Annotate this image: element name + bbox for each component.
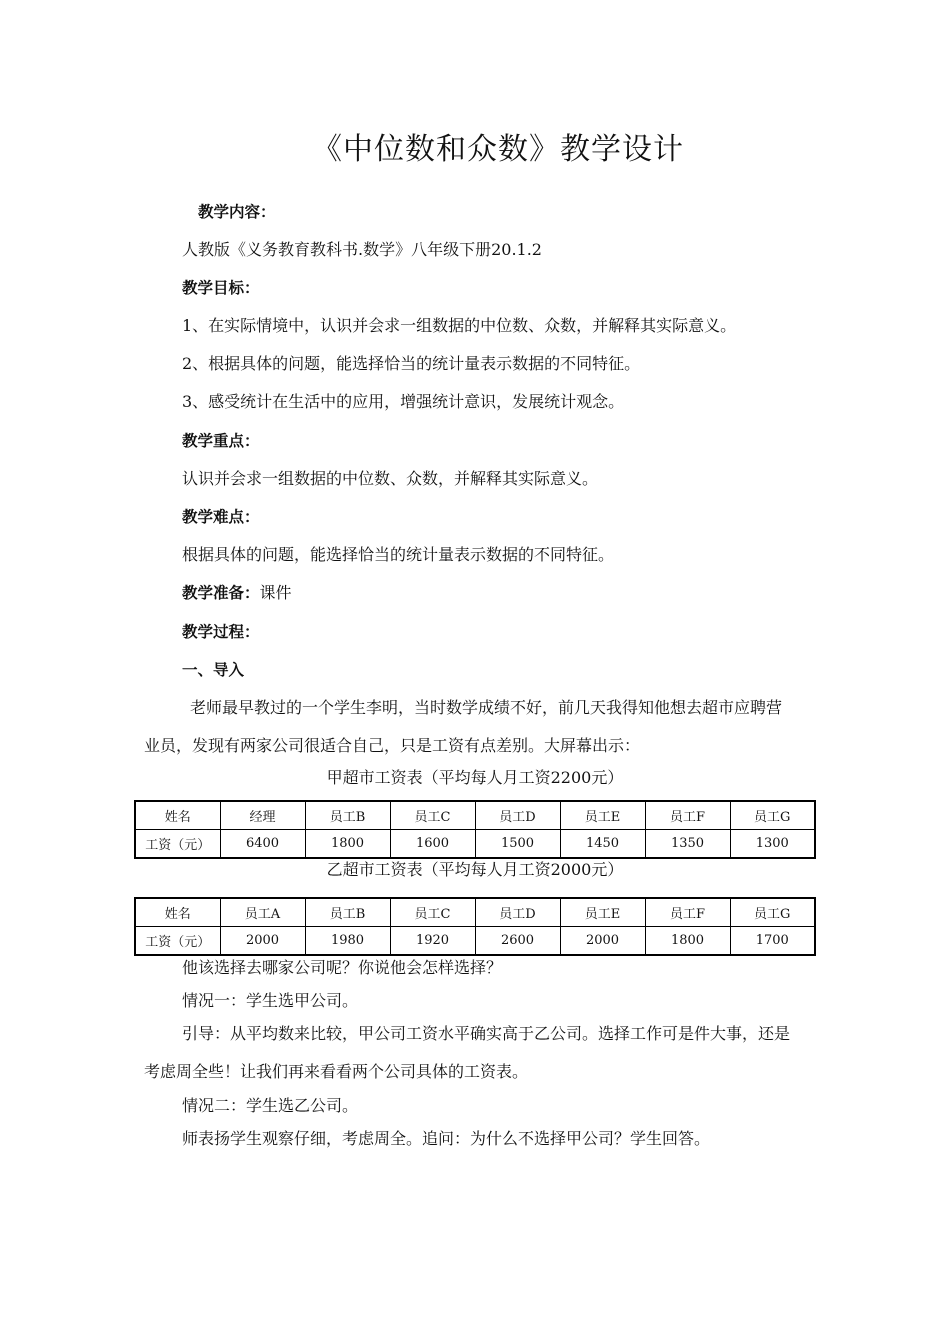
table-cell: 1800 [645, 927, 730, 956]
table-cell: 1700 [730, 927, 815, 956]
table-cell: 姓名 [135, 801, 220, 830]
table-cell: 员工E [560, 801, 645, 830]
table-b-caption: 乙超市工资表（平均每人月工资2000元） [326, 860, 624, 879]
table-cell: 2000 [220, 927, 305, 956]
table-cell: 经理 [220, 801, 305, 830]
table-header-row [135, 898, 815, 927]
salary-table-b [134, 897, 816, 956]
guide-line: 引导：从平均数来比较，甲公司工资水平确实高于乙公司。选择工作可是件大事，还是 [182, 1024, 791, 1043]
intro-label: 一、导入 [182, 661, 245, 679]
page-title: 《中位数和众数》教学设计 [312, 132, 684, 167]
table-cell: 员工G [730, 801, 815, 830]
table-cell: 2000 [560, 927, 645, 956]
goals-label: 教学目标： [182, 279, 260, 297]
table-cell: 1800 [305, 830, 390, 859]
table-cell: 员工B [305, 801, 390, 830]
difficulty-text: 根据具体的问题，能选择恰当的统计量表示数据的不同特征。 [182, 545, 615, 564]
intro-paragraph-line: 老师最早教过的一个学生李明，当时数学成绩不好，前几天我得知他想去超市应聘营 [190, 698, 783, 717]
table-cell: 1300 [730, 830, 815, 859]
table-cell: 员工B [305, 898, 390, 927]
table-cell: 2600 [475, 927, 560, 956]
case-one: 情况一：学生选甲公司。 [182, 991, 359, 1010]
table-cell: 工资（元） [135, 830, 220, 859]
table-cell: 姓名 [135, 898, 220, 927]
table-cell: 1350 [645, 830, 730, 859]
process-label: 教学过程： [182, 623, 260, 641]
intro-paragraph-line: 业员，发现有两家公司很适合自己，只是工资有点差别。大屏幕出示： [144, 736, 641, 755]
table-cell: 员工F [645, 898, 730, 927]
table-cell: 1920 [390, 927, 475, 956]
goal-item: 1、在实际情境中，认识并会求一组数据的中位数、众数，并解释其实际意义。 [182, 316, 737, 335]
table-cell: 员工G [730, 898, 815, 927]
table-cell: 1500 [475, 830, 560, 859]
key-text: 认识并会求一组数据的中位数、众数，并解释其实际意义。 [182, 469, 599, 488]
table-cell: 员工E [560, 898, 645, 927]
table-cell: 员工C [390, 898, 475, 927]
table-row [135, 830, 815, 859]
content-label: 教学内容： [198, 203, 276, 221]
table-cell: 员工A [220, 898, 305, 927]
table-header-row [135, 801, 815, 830]
teacher-praise: 师表扬学生观察仔细，考虑周全。追问：为什么不选择甲公司？学生回答。 [182, 1129, 711, 1148]
table-cell: 员工C [390, 801, 475, 830]
table-cell: 1600 [390, 830, 475, 859]
table-cell: 员工D [475, 898, 560, 927]
prep-text: 课件 [259, 583, 292, 602]
case-two: 情况二：学生选乙公司。 [182, 1096, 359, 1115]
table-cell: 员工F [645, 801, 730, 830]
salary-table-a [134, 800, 816, 859]
table-cell: 员工D [475, 801, 560, 830]
table-cell: 1980 [305, 927, 390, 956]
prep-label: 教学准备： [182, 584, 260, 602]
goal-item: 3、感受统计在生活中的应用，增强统计意识，发展统计观念。 [182, 392, 625, 411]
table-row [135, 927, 815, 956]
content-text: 人教版《义务教育教科书.数学》八年级下册20.1.2 [182, 240, 542, 259]
guide-line: 考虑周全些！让我们再来看看两个公司具体的工资表。 [144, 1062, 529, 1081]
discussion-question: 他该选择去哪家公司呢？你说他会怎样选择？ [182, 958, 503, 977]
difficulty-label: 教学难点： [182, 508, 260, 526]
key-label: 教学重点： [182, 432, 260, 450]
table-cell: 6400 [220, 830, 305, 859]
table-a-caption: 甲超市工资表（平均每人月工资2200元） [326, 768, 624, 787]
table-cell: 1450 [560, 830, 645, 859]
goal-item: 2、根据具体的问题，能选择恰当的统计量表示数据的不同特征。 [182, 354, 641, 373]
prep-line [182, 581, 292, 605]
table-cell: 工资（元） [135, 927, 220, 956]
